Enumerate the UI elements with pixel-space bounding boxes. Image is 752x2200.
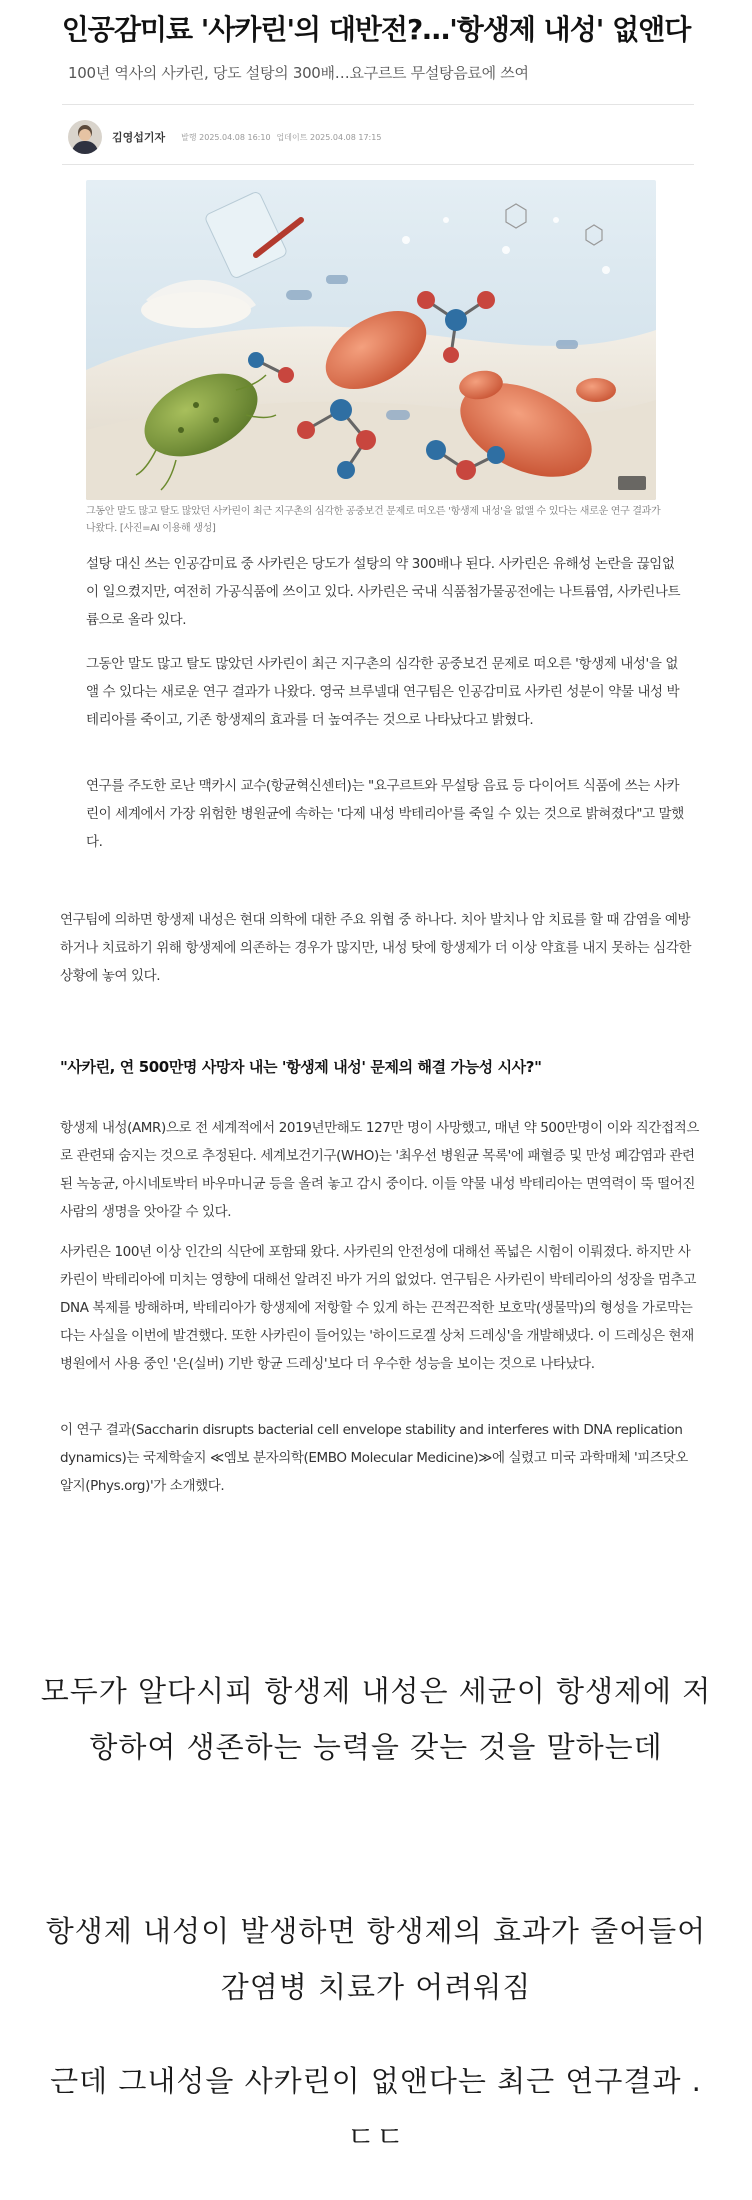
article-image (86, 180, 656, 500)
paragraph: 항생제 내성(AMR)으로 전 세계적에서 2019년만해도 127만 명이 사망했고, 매년 약 500만명이 이와 직간접적으로 관련돼 숨지는 것으로 추정된다. 세계보건기구(WHO)는 '최우선 병원균 목록'에 패혈증 및 만성 폐감염과 관련된 녹농균, 아시네토박터 바우마니균 등을 올려 놓고 감시 중이다. 이들 약물 내성 박테리아는 면역력이 뚝 떨어진 사람의 생명을 앗아갈 수 있다. (60, 1120, 699, 1220)
paragraph: 사카린은 100년 이상 인간의 식단에 포함돼 왔다. 사카린의 안전성에 대해선 폭넓은 시험이 이뤄졌다. 하지만 사카린이 박테리아에 미치는 영향에 대해선 알려진 바가 거의 없었다. 연구팀은 사카린이 박테리아의 성장을 멈추고 DNA 복제를 방해하며, 박테리아가 항생제에 저항할 수 있게 하는 끈적끈적한 보호막(생물막)의 형성을 가로막는다는 사실을 이번에 발견했다. 또한 사카린이 들어있는 '하이드로겔 상처 드레싱'을 개발해냈다. 이 드레싱은 현재 병원에서 사용 중인 '은(실버) 기반 항균 드레싱'보다 더 우수한 성능을 보이는 것으로 나타났다. (60, 1244, 696, 1372)
divider (62, 164, 694, 165)
quote-heading: "사카린, 연 500만명 사망자 내는 '항생제 내성' 문제의 해결 가능성 시사?" (60, 1058, 542, 1076)
paragraph: 그동안 말도 많고 탈도 많았던 사카린이 최근 지구촌의 심각한 공중보건 문제로 떠오른 '항생제 내성'을 없앨 수 있다는 새로운 연구 결과가 나왔다. 영국 브루넬대 연구팀은 인공감미료 사카린 성분이 약물 내성 박테리아를 죽이고, 기존 항생제의 효과를 더 높여주는 것으로 나타났다고 밝혔다. (86, 656, 680, 728)
image-caption: 그동안 말도 많고 탈도 많았던 사카린이 최근 지구촌의 심각한 공중보건 문제로 떠오른 '항생제 내성'을 없앨 수 있다는 새로운 연구 결과가 나왔다. [사진=AI 이용해 생성] (86, 506, 661, 534)
paragraph: 이 연구 결과(Saccharin disrupts bacterial cell envelope stability and interferes with DNA replication dynamics)는 국제학술지 ≪엠보 분자의학(EMBO Molecular Medicine)≫에 실렸고 미국 과학매체 '피즈닷오알지(Phys.org)'가 소개했다. (60, 1422, 688, 1494)
article-subtitle: 100년 역사의 사카린, 당도 설탕의 300배…요구르트 무설탕음료에 쓰여 (68, 64, 529, 82)
paragraph: 설탕 대신 쓰는 인공감미료 중 사카린은 당도가 설탕의 약 300배나 된다. 사카린은 유해성 논란을 끊임없이 일으켰지만, 여전히 가공식품에 쓰이고 있다. 사카린은 국내 식품첨가물공전에는 나트륨염, 사카린나트륨으로 올라 있다. (86, 556, 681, 628)
published-date: 발행 2025.04.08 16:10 (181, 132, 271, 142)
commentary-text: 항생제 내성이 발생하면 항생제의 효과가 줄어들어 감염병 치료가 어려워짐 (45, 1914, 707, 2004)
commentary-text: 근데 그내성을 사카린이 없앤다는 최근 연구결과 .ㄷㄷ (50, 2064, 702, 2154)
article-dates (181, 132, 381, 143)
divider (62, 104, 694, 105)
commentary-text: 모두가 알다시피 항생제 내성은 세균이 항생제에 저항하여 생존하는 능력을 갖는 것을 말하는데 (40, 1674, 712, 1764)
paragraph: 연구를 주도한 로난 맥카시 교수(항균혁신센터)는 "요구르트와 무설탕 음료 등 다이어트 식품에 쓰는 사카린이 세계에서 가장 위험한 병원균에 속하는 '다제 내성 박테리아'를 죽일 수 있는 것으로 밝혀졌다"고 말했다. (86, 778, 684, 850)
paragraph: 연구팀에 의하면 항생제 내성은 현대 의학에 대한 주요 위협 중 하나다. 치아 발치나 암 치료를 할 때 감염을 예방하거나 치료하기 위해 항생제에 의존하는 경우가 많지만, 내성 탓에 항생제가 더 이상 약효를 내지 못하는 심각한 상황에 놓여 있다. (60, 912, 692, 984)
bacteria-molecules-illustration (86, 180, 656, 500)
reporter-name[interactable]: 김영섭기자 (112, 131, 166, 144)
article-headline: 인공감미료 '사카린'의 대반전?…'항생제 내성' 없앤다 (61, 13, 691, 46)
updated-date: 업데이트 2025.04.08 17:15 (276, 132, 382, 142)
reporter-avatar[interactable] (68, 120, 102, 154)
byline (68, 118, 381, 156)
